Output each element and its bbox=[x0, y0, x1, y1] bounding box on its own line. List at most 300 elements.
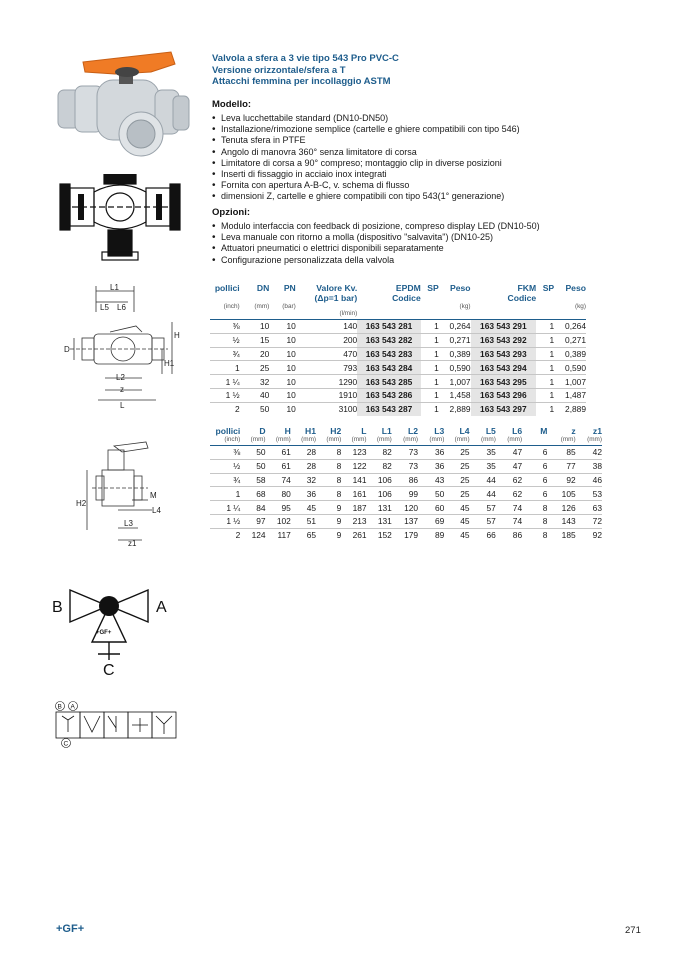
column-header-2 bbox=[439, 293, 471, 303]
table-cell: 1 bbox=[421, 375, 439, 389]
list-item: • Leva lucchettabile standard (DN10-DN50) bbox=[211, 113, 520, 124]
table-cell: 68 bbox=[240, 487, 265, 501]
table-cell: 0,590 bbox=[554, 361, 586, 375]
table-cell: 161 bbox=[341, 487, 366, 501]
column-unit: (inch) bbox=[223, 303, 240, 310]
column-header: H1 bbox=[305, 426, 317, 436]
table-cell: 163 543 283 bbox=[357, 347, 421, 361]
table-cell: 42 bbox=[576, 446, 602, 460]
table-cell: 45 bbox=[444, 501, 469, 515]
table-cell: 2 bbox=[235, 530, 241, 541]
column-header-2 bbox=[421, 293, 439, 303]
table-cell: 102 bbox=[266, 514, 291, 528]
table-cell: 92 bbox=[547, 473, 575, 487]
column-header-2: Codice bbox=[507, 293, 537, 303]
dimension-drawing-1 bbox=[60, 282, 190, 412]
table-cell: 47 bbox=[496, 446, 522, 460]
table-cell: 1 ¼ bbox=[210, 501, 240, 515]
table-cell: 32 bbox=[240, 375, 270, 389]
column-header: L2 bbox=[408, 426, 419, 436]
table-row bbox=[210, 501, 602, 515]
table-cell: ⅜ bbox=[210, 320, 240, 334]
table-cell: 10 bbox=[269, 361, 295, 375]
table-cell: 45 bbox=[460, 530, 470, 541]
table-cell: 25 bbox=[444, 446, 469, 460]
column-unit-2 bbox=[439, 310, 471, 317]
table-cell: 77 bbox=[547, 459, 575, 473]
table-cell: 69 bbox=[418, 514, 444, 528]
list-item: • dimensioni Z, cartelle e ghiere compatibili con tipo 543(1° generazione) bbox=[211, 191, 520, 202]
schema-label-a: A bbox=[70, 703, 75, 711]
column-header-2 bbox=[536, 293, 554, 303]
table-cell: 47 bbox=[496, 459, 522, 473]
column-header: H2 bbox=[330, 426, 342, 436]
table-cell: 63 bbox=[576, 501, 602, 515]
table-cell: 152 bbox=[377, 530, 392, 541]
flow-schema bbox=[52, 698, 190, 750]
table-cell: 793 bbox=[296, 361, 357, 375]
table-dimensions bbox=[210, 426, 602, 542]
column-header-2 bbox=[210, 293, 240, 303]
table-row bbox=[210, 528, 602, 541]
table-cell: 1 bbox=[421, 320, 439, 334]
table-cell: 8 bbox=[522, 501, 547, 515]
table-cell: 6 bbox=[522, 459, 547, 473]
table-row bbox=[210, 514, 602, 528]
column-unit-2 bbox=[421, 310, 439, 317]
table-cell: 1 ½ bbox=[210, 388, 240, 402]
table-cell: 28 bbox=[291, 446, 316, 460]
table-cell: 143 bbox=[547, 514, 575, 528]
table-cell: 1 ½ bbox=[210, 514, 240, 528]
table-cell: 25 bbox=[240, 361, 270, 375]
column-header: D bbox=[259, 426, 266, 436]
table-cell: 105 bbox=[547, 487, 575, 501]
table-cell: 84 bbox=[240, 501, 265, 515]
table-row bbox=[210, 375, 586, 389]
model-feature-list bbox=[211, 113, 520, 203]
table-cell: 163 543 281 bbox=[357, 320, 421, 334]
table-cell: 1 bbox=[434, 404, 439, 415]
column-unit-2 bbox=[357, 310, 421, 317]
title-line-3: Attacchi femmina per incollaggio ASTM bbox=[212, 76, 391, 88]
dim-label-h: H bbox=[174, 331, 180, 340]
column-header-2 bbox=[240, 293, 270, 303]
table-row bbox=[210, 459, 602, 473]
table-cell: ¾ bbox=[210, 473, 240, 487]
table-cell: 1,007 bbox=[554, 375, 586, 389]
column-header-2 bbox=[554, 293, 586, 303]
table-cell: 1,487 bbox=[554, 388, 586, 402]
table-cell: 131 bbox=[367, 501, 392, 515]
table-cell: 106 bbox=[367, 473, 392, 487]
title-line-2: Versione orizzontale/sfera a T bbox=[212, 64, 346, 76]
table-cell: 80 bbox=[266, 487, 291, 501]
column-unit bbox=[471, 303, 537, 310]
dim-label-l5: L5 bbox=[100, 303, 109, 312]
column-unit: (mm) bbox=[454, 436, 470, 443]
table-cell: 15 bbox=[240, 333, 270, 347]
table-cell: 1,007 bbox=[439, 375, 471, 389]
table-row bbox=[210, 473, 602, 487]
column-header: PN bbox=[283, 283, 296, 293]
list-item: • Configurazione personalizzata della valvola bbox=[211, 255, 540, 266]
column-header: z1 bbox=[592, 426, 602, 436]
table-cell: 163 543 297 bbox=[471, 402, 537, 415]
table-cell: 82 bbox=[367, 459, 392, 473]
table-cell: 163 543 285 bbox=[357, 375, 421, 389]
column-header: L6 bbox=[512, 426, 523, 436]
table-cell: 20 bbox=[240, 347, 270, 361]
column-unit-2 bbox=[554, 310, 586, 317]
list-item: • Leva manuale con ritorno a molla (dispositivo "salvavita") (DN10-25) bbox=[211, 232, 540, 243]
table-cell: 44 bbox=[470, 473, 496, 487]
list-item: • Fornita con apertura A-B-C, v. schema di flusso bbox=[211, 180, 520, 191]
table-models bbox=[210, 283, 586, 416]
column-header: pollici bbox=[214, 283, 240, 293]
table-cell: 10 bbox=[240, 320, 270, 334]
column-unit: (mm) bbox=[560, 436, 576, 443]
list-item: • Installazione/rimozione semplice (cartelle e ghiere compatibili con tipo 546) bbox=[211, 124, 520, 135]
column-header: M bbox=[540, 426, 548, 436]
table-row bbox=[210, 320, 586, 334]
table-cell: 2,889 bbox=[565, 404, 586, 415]
table-cell: 163 543 291 bbox=[471, 320, 537, 334]
table-cell: 10 bbox=[269, 333, 295, 347]
schema-label-b: B bbox=[57, 703, 62, 711]
list-item: • Tenuta sfera in PTFE bbox=[211, 135, 520, 146]
column-unit: (inch) bbox=[224, 436, 241, 443]
table-cell: 8 bbox=[316, 459, 341, 473]
column-header: L bbox=[361, 426, 367, 436]
column-unit: (kg) bbox=[459, 303, 471, 310]
table-cell: 0,264 bbox=[554, 320, 586, 334]
table-cell: 0,271 bbox=[439, 333, 471, 347]
table-cell: 66 bbox=[486, 530, 496, 541]
dim-label-z: z bbox=[120, 385, 124, 394]
column-header-2: Codice bbox=[392, 293, 421, 303]
table-cell: 43 bbox=[418, 473, 444, 487]
column-unit bbox=[536, 303, 554, 310]
table-cell: 163 543 294 bbox=[471, 361, 537, 375]
table-cell: 9 bbox=[316, 514, 341, 528]
column-unit: (mm) bbox=[254, 303, 270, 310]
column-header-2: (Δp=1 bar) bbox=[314, 293, 358, 303]
list-item: • Limitatore di corsa a 90° compreso; montaggio clip in diverse posizioni bbox=[211, 158, 520, 169]
table-cell: 50 bbox=[259, 404, 270, 415]
table-cell: 74 bbox=[496, 514, 522, 528]
table-cell: 32 bbox=[291, 473, 316, 487]
table-cell: 6 bbox=[522, 487, 547, 501]
column-header: SP bbox=[542, 283, 555, 293]
column-unit-2: (l/min) bbox=[339, 310, 358, 317]
valve-section-drawing bbox=[58, 174, 188, 264]
column-unit bbox=[357, 303, 421, 310]
table-cell: 1290 bbox=[296, 375, 357, 389]
column-unit: (mm) bbox=[507, 436, 523, 443]
table-cell: 0,264 bbox=[439, 320, 471, 334]
table-cell: 163 543 287 bbox=[357, 402, 421, 415]
column-header: H bbox=[284, 426, 291, 436]
dim-label-l4: L4 bbox=[152, 506, 161, 515]
table-cell: 106 bbox=[367, 487, 392, 501]
table-cell: 8 bbox=[542, 530, 548, 541]
table-cell: 1 bbox=[536, 347, 554, 361]
table-cell: 65 bbox=[306, 530, 317, 541]
table-cell: 3100 bbox=[338, 404, 358, 415]
column-header: z bbox=[571, 426, 576, 436]
valve-photo bbox=[55, 50, 195, 160]
table-cell: 185 bbox=[561, 530, 576, 541]
table-cell: 92 bbox=[592, 530, 602, 541]
table-cell: 141 bbox=[341, 473, 366, 487]
dim-label-l2: L2 bbox=[116, 373, 125, 382]
table-cell: 44 bbox=[470, 487, 496, 501]
table-cell: 1 bbox=[421, 347, 439, 361]
table-cell: 163 543 293 bbox=[471, 347, 537, 361]
table-cell: 163 543 295 bbox=[471, 375, 537, 389]
options-list bbox=[211, 221, 540, 266]
table-cell: 0,389 bbox=[439, 347, 471, 361]
table-cell: 122 bbox=[341, 459, 366, 473]
column-header: FKM bbox=[517, 283, 537, 293]
table-cell: 61 bbox=[266, 446, 291, 460]
table-cell: 35 bbox=[470, 446, 496, 460]
column-unit: (bar) bbox=[282, 303, 296, 310]
column-unit: (kg) bbox=[574, 303, 586, 310]
table-cell: 8 bbox=[522, 514, 547, 528]
table-cell: 1 bbox=[536, 361, 554, 375]
table-cell: 1 bbox=[536, 388, 554, 402]
table-cell: 6 bbox=[522, 446, 547, 460]
table-cell: 45 bbox=[444, 514, 469, 528]
table-cell: 187 bbox=[341, 501, 366, 515]
column-unit-2 bbox=[269, 310, 295, 317]
column-unit bbox=[421, 303, 439, 310]
table-cell: 25 bbox=[444, 487, 469, 501]
table-cell: 8 bbox=[316, 487, 341, 501]
table-cell: 2 bbox=[234, 404, 240, 415]
table-cell: 137 bbox=[392, 514, 418, 528]
table-cell: 46 bbox=[576, 473, 602, 487]
dim-label-h1: H1 bbox=[164, 359, 175, 368]
gf-logo: +GF+ bbox=[56, 923, 85, 935]
column-unit: (mm) bbox=[351, 436, 367, 443]
table-cell: 35 bbox=[470, 459, 496, 473]
table-cell: 6 bbox=[522, 473, 547, 487]
column-header: Peso bbox=[565, 283, 586, 293]
column-unit: (mm) bbox=[250, 436, 266, 443]
table-cell: 36 bbox=[418, 446, 444, 460]
table-cell: 163 543 284 bbox=[357, 361, 421, 375]
flow-diagram bbox=[50, 578, 175, 678]
table-cell: 62 bbox=[496, 487, 522, 501]
dim-label-l1: L1 bbox=[110, 283, 119, 292]
table-cell: ¾ bbox=[210, 347, 240, 361]
table-cell: 1 bbox=[536, 375, 554, 389]
table-cell: 8 bbox=[316, 473, 341, 487]
table-cell: 85 bbox=[547, 446, 575, 460]
table-row bbox=[210, 446, 602, 460]
column-header: L1 bbox=[381, 426, 392, 436]
table-cell: 82 bbox=[367, 446, 392, 460]
table-cell: 1910 bbox=[296, 388, 357, 402]
column-header: Peso bbox=[449, 283, 471, 293]
column-unit-2 bbox=[210, 310, 240, 317]
dim-label-l3: L3 bbox=[124, 519, 133, 528]
table-cell: 163 543 282 bbox=[357, 333, 421, 347]
table-cell: ½ bbox=[210, 459, 240, 473]
dim-label-d: D bbox=[64, 345, 70, 354]
title-line-1: Valvola a sfera a 3 vie tipo 543 Pro PVC-C bbox=[212, 53, 399, 64]
table-cell: 86 bbox=[512, 530, 523, 541]
table-row bbox=[210, 487, 602, 501]
table-cell: 60 bbox=[418, 501, 444, 515]
column-unit: (mm) bbox=[301, 436, 317, 443]
list-item: • Modulo interfaccia con feedback di posizione, compreso display LED (DN10-50) bbox=[211, 221, 540, 232]
list-item: • Attuatori pneumatici o elettrici disponibili separatamente bbox=[211, 243, 540, 254]
table-cell: 57 bbox=[470, 501, 496, 515]
column-unit-2 bbox=[471, 310, 537, 317]
table-cell: 1 bbox=[210, 487, 240, 501]
table-cell: 261 bbox=[352, 530, 367, 541]
column-unit-2 bbox=[240, 310, 270, 317]
table-cell: 1 bbox=[210, 361, 240, 375]
column-unit: (mm) bbox=[480, 436, 496, 443]
table-cell: 163 543 292 bbox=[471, 333, 537, 347]
column-unit bbox=[522, 436, 547, 443]
table-cell: 72 bbox=[576, 514, 602, 528]
table-cell: 58 bbox=[240, 473, 265, 487]
table-row bbox=[210, 333, 586, 347]
column-unit bbox=[296, 303, 357, 310]
table-cell: 97 bbox=[240, 514, 265, 528]
table-row bbox=[210, 388, 586, 402]
table-cell: 40 bbox=[240, 388, 270, 402]
table-cell: 9 bbox=[336, 530, 342, 541]
list-item: • Inserti di fissaggio in acciaio inox integrati bbox=[211, 169, 520, 180]
model-heading: Modello: bbox=[212, 99, 252, 110]
table-cell: 117 bbox=[277, 530, 291, 541]
list-item: • Angolo di manovra 360° senza limitatore di corsa bbox=[211, 147, 520, 158]
flow-label-b: B bbox=[52, 599, 63, 616]
table-cell: 123 bbox=[341, 446, 366, 460]
table-cell: 1 bbox=[549, 404, 555, 415]
table-cell: 38 bbox=[576, 459, 602, 473]
table-cell: 73 bbox=[392, 446, 418, 460]
table-cell: 25 bbox=[444, 459, 469, 473]
table-row bbox=[210, 347, 586, 361]
table-cell: 8 bbox=[316, 446, 341, 460]
schema-label-c: C bbox=[63, 740, 69, 748]
table-cell: 74 bbox=[266, 473, 291, 487]
dim-label-m: M bbox=[150, 491, 157, 500]
table-cell: 163 543 296 bbox=[471, 388, 537, 402]
table-cell: ⅜ bbox=[210, 446, 240, 460]
table-cell: 89 bbox=[435, 530, 445, 541]
table-cell: 1 bbox=[536, 320, 554, 334]
flow-label-c: C bbox=[103, 662, 115, 678]
table-cell: 95 bbox=[266, 501, 291, 515]
dim-label-z1: z1 bbox=[128, 539, 137, 548]
table-cell: 1 ¼ bbox=[210, 375, 240, 389]
column-header-2 bbox=[269, 293, 295, 303]
table-cell: 1 bbox=[421, 333, 439, 347]
page-number: 271 bbox=[625, 925, 641, 936]
table-cell: 0,271 bbox=[554, 333, 586, 347]
table-cell: 124 bbox=[251, 530, 266, 541]
table-cell: 1 bbox=[421, 361, 439, 375]
table-cell: 61 bbox=[266, 459, 291, 473]
table-cell: 74 bbox=[496, 501, 522, 515]
flow-label-a: A bbox=[156, 599, 167, 616]
table-cell: 10 bbox=[286, 404, 296, 415]
column-unit-2 bbox=[536, 310, 554, 317]
table-cell: 9 bbox=[316, 501, 341, 515]
table-cell: 120 bbox=[392, 501, 418, 515]
table-cell: 45 bbox=[291, 501, 316, 515]
column-unit: (mm) bbox=[587, 436, 602, 443]
table-cell: 86 bbox=[392, 473, 418, 487]
table-cell: 50 bbox=[418, 487, 444, 501]
column-header: L3 bbox=[434, 426, 445, 436]
column-unit: (mm) bbox=[376, 436, 392, 443]
dim-label-l6: L6 bbox=[117, 303, 126, 312]
column-unit: (mm) bbox=[326, 436, 342, 443]
column-header: Valore Kv. bbox=[316, 283, 358, 293]
table-cell: 36 bbox=[418, 459, 444, 473]
table-cell: 10 bbox=[269, 320, 295, 334]
column-unit: (mm) bbox=[429, 436, 445, 443]
table-cell: 1 bbox=[536, 333, 554, 347]
table-cell: 10 bbox=[269, 388, 295, 402]
flow-logo: +GF+ bbox=[96, 630, 112, 636]
table-row bbox=[210, 402, 586, 415]
table-cell: 163 543 286 bbox=[357, 388, 421, 402]
table-cell: 99 bbox=[392, 487, 418, 501]
column-unit: (mm) bbox=[275, 436, 291, 443]
table-cell: 73 bbox=[392, 459, 418, 473]
table-cell: 0,590 bbox=[439, 361, 471, 375]
table-cell: 51 bbox=[291, 514, 316, 528]
table-cell: 126 bbox=[547, 501, 575, 515]
column-header: DN bbox=[256, 283, 270, 293]
table-cell: 62 bbox=[496, 473, 522, 487]
dim-label-l: L bbox=[120, 401, 125, 410]
column-unit: (mm) bbox=[403, 436, 419, 443]
table-cell: 1,458 bbox=[439, 388, 471, 402]
column-header: pollici bbox=[215, 426, 241, 436]
table-cell: 140 bbox=[296, 320, 357, 334]
table-cell: 57 bbox=[470, 514, 496, 528]
table-cell: 10 bbox=[269, 347, 295, 361]
table-cell: ½ bbox=[210, 333, 240, 347]
table-cell: 179 bbox=[404, 530, 419, 541]
column-header: L5 bbox=[485, 426, 496, 436]
column-header: L4 bbox=[459, 426, 470, 436]
table-row bbox=[210, 361, 586, 375]
dim-label-h2: H2 bbox=[76, 499, 87, 508]
table-cell: 131 bbox=[367, 514, 392, 528]
table-cell: 10 bbox=[269, 375, 295, 389]
table-cell: 2,889 bbox=[449, 404, 471, 415]
column-header: SP bbox=[427, 283, 439, 293]
table-cell: 0,389 bbox=[554, 347, 586, 361]
column-header: EPDM bbox=[395, 283, 421, 293]
dimension-drawing-2 bbox=[72, 440, 172, 550]
table-cell: 28 bbox=[291, 459, 316, 473]
options-heading: Opzioni: bbox=[212, 207, 250, 218]
